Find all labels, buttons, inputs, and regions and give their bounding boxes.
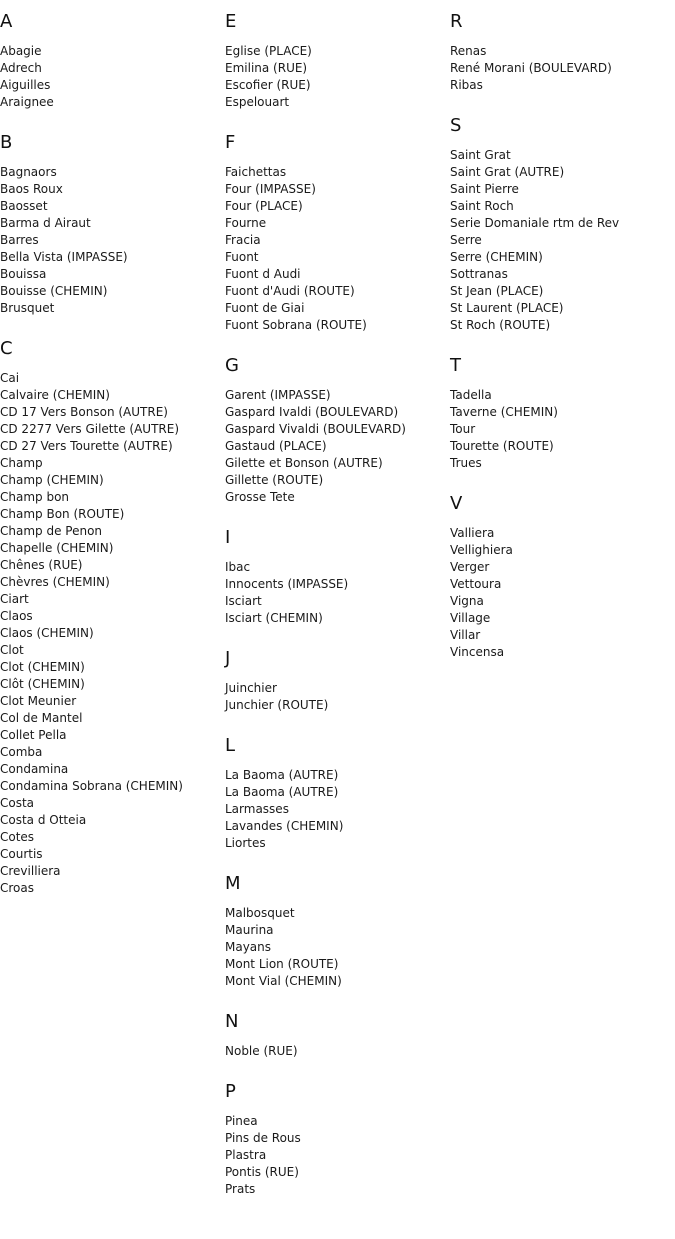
- street-link[interactable]: Brusquet: [0, 301, 55, 315]
- street-list: [225, 164, 450, 334]
- street-link[interactable]: Gillette (ROUTE): [225, 473, 324, 487]
- street-link[interactable]: Mayans: [225, 940, 272, 954]
- street-link[interactable]: Maurina: [225, 923, 274, 937]
- street-link[interactable]: Calvaire (CHEMIN): [0, 388, 110, 402]
- street-link[interactable]: La Baoma (AUTRE): [225, 768, 339, 782]
- letter-heading: G: [225, 355, 239, 376]
- street-link[interactable]: Champ: [0, 456, 43, 470]
- street-link[interactable]: Champ de Penon: [0, 524, 103, 538]
- street-link[interactable]: Vettoura: [450, 577, 502, 591]
- street-link[interactable]: St Roch (ROUTE): [450, 318, 551, 332]
- street-link[interactable]: Croas: [0, 881, 34, 895]
- street-list: [0, 43, 225, 111]
- street-link[interactable]: Costa d Otteia: [0, 813, 87, 827]
- street-link[interactable]: Villar: [450, 628, 481, 642]
- letter-section: [225, 1010, 450, 1060]
- street-list: [225, 1113, 450, 1198]
- street-link[interactable]: Vigna: [450, 594, 484, 608]
- street-link[interactable]: Gaspard Ivaldi (BOULEVARD): [225, 405, 399, 419]
- street-link[interactable]: Cai: [0, 371, 20, 385]
- letter-section: [225, 354, 450, 506]
- street-link[interactable]: CD 17 Vers Bonson (AUTRE): [0, 405, 168, 419]
- street-link[interactable]: Fuont d Audi: [225, 267, 301, 281]
- street-list: [225, 387, 450, 506]
- street-link[interactable]: Fuont Sobrana (ROUTE): [225, 318, 367, 332]
- street-list: [450, 525, 675, 661]
- street-link[interactable]: Trues: [450, 456, 482, 470]
- letter-section: [225, 647, 450, 714]
- street-link[interactable]: Emilina (RUE): [225, 61, 308, 75]
- street-link[interactable]: Isciart: [225, 594, 262, 608]
- street-link[interactable]: Vellighiera: [450, 543, 513, 557]
- street-link[interactable]: Malbosquet: [225, 906, 295, 920]
- street-link[interactable]: Garent (IMPASSE): [225, 388, 331, 402]
- street-link[interactable]: Four (PLACE): [225, 199, 303, 213]
- street-link[interactable]: Bella Vista (IMPASSE): [0, 250, 128, 264]
- street-list: [450, 387, 675, 472]
- street-list: [225, 43, 450, 111]
- letter-section: [225, 131, 450, 334]
- letter-section: [450, 492, 675, 661]
- street-link[interactable]: Condamina Sobrana (CHEMIN): [0, 779, 183, 793]
- street-link[interactable]: Liortes: [225, 836, 266, 850]
- street-link[interactable]: Pins de Rous: [225, 1131, 301, 1145]
- street-link[interactable]: Collet Pella: [0, 728, 67, 742]
- street-link[interactable]: Condamina: [0, 762, 69, 776]
- letter-section: [225, 526, 450, 627]
- letter-section: [225, 734, 450, 852]
- street-link[interactable]: Isciart (CHEMIN): [225, 611, 323, 625]
- street-link[interactable]: Serre: [450, 233, 482, 247]
- street-link[interactable]: Abagie: [0, 44, 42, 58]
- street-link[interactable]: Vincensa: [450, 645, 505, 659]
- letter-heading: M: [225, 873, 241, 894]
- index-column-3: [450, 10, 675, 681]
- street-link[interactable]: Espelouart: [225, 95, 290, 109]
- letter-heading: P: [225, 1081, 236, 1102]
- street-list: [225, 767, 450, 852]
- letter-section: [450, 114, 675, 334]
- street-link[interactable]: Ibac: [225, 560, 251, 574]
- street-link[interactable]: Baosset: [0, 199, 48, 213]
- street-link[interactable]: Tadella: [450, 388, 492, 402]
- letter-section: [225, 1080, 450, 1198]
- street-link[interactable]: Saint Roch: [450, 199, 514, 213]
- street-link[interactable]: Ribas: [450, 78, 483, 92]
- street-link[interactable]: Eglise (PLACE): [225, 44, 312, 58]
- street-link[interactable]: Chênes (RUE): [0, 558, 83, 572]
- letter-heading: R: [450, 11, 463, 32]
- street-link[interactable]: Faichettas: [225, 165, 287, 179]
- street-link[interactable]: Serie Domaniale rtm de Rev: [450, 216, 620, 230]
- street-list: [450, 43, 675, 94]
- street-link[interactable]: St Jean (PLACE): [450, 284, 544, 298]
- street-link[interactable]: Pontis (RUE): [225, 1165, 299, 1179]
- street-link[interactable]: Grosse Tete: [225, 490, 295, 504]
- street-link[interactable]: Baos Roux: [0, 182, 63, 196]
- street-link[interactable]: Valliera: [450, 526, 495, 540]
- street-link[interactable]: Ciart: [0, 592, 29, 606]
- index-column-1: [0, 10, 225, 917]
- street-link[interactable]: Plastra: [225, 1148, 267, 1162]
- letter-section: [450, 354, 675, 472]
- letter-section: [225, 10, 450, 111]
- letter-heading: T: [450, 355, 461, 376]
- street-link[interactable]: Serre (CHEMIN): [450, 250, 543, 264]
- street-link[interactable]: Sottranas: [450, 267, 508, 281]
- street-list: [225, 680, 450, 714]
- street-link[interactable]: La Baoma (AUTRE): [225, 785, 339, 799]
- letter-heading: J: [225, 648, 231, 669]
- street-link[interactable]: Saint Pierre: [450, 182, 519, 196]
- street-link[interactable]: Clot (CHEMIN): [0, 660, 85, 674]
- letter-heading: S: [450, 115, 462, 136]
- street-link[interactable]: Taverne (CHEMIN): [450, 405, 558, 419]
- street-link[interactable]: Tourette (ROUTE): [450, 439, 554, 453]
- index-column-2: [225, 10, 450, 1218]
- street-link[interactable]: Champ (CHEMIN): [0, 473, 104, 487]
- street-list: [0, 164, 225, 317]
- letter-heading: V: [450, 493, 463, 514]
- street-link[interactable]: CD 27 Vers Tourette (AUTRE): [0, 439, 173, 453]
- street-link[interactable]: Saint Grat (AUTRE): [450, 165, 565, 179]
- street-link[interactable]: Champ Bon (ROUTE): [0, 507, 125, 521]
- street-link[interactable]: Junchier (ROUTE): [225, 698, 329, 712]
- street-link[interactable]: Fuont: [225, 250, 259, 264]
- street-link[interactable]: Larmasses: [225, 802, 289, 816]
- street-link[interactable]: Mont Vial (CHEMIN): [225, 974, 342, 988]
- letter-heading: N: [225, 1011, 239, 1032]
- street-link[interactable]: Adrech: [0, 61, 42, 75]
- letter-heading: F: [225, 132, 236, 153]
- street-link[interactable]: Comba: [0, 745, 43, 759]
- street-link[interactable]: Clôt (CHEMIN): [0, 677, 85, 691]
- street-link[interactable]: Col de Mantel: [0, 711, 83, 725]
- street-link[interactable]: Bagnaors: [0, 165, 57, 179]
- street-link[interactable]: Barres: [0, 233, 39, 247]
- street-link[interactable]: Bouisse (CHEMIN): [0, 284, 108, 298]
- street-link[interactable]: Araignee: [0, 95, 54, 109]
- street-link[interactable]: Renas: [450, 44, 487, 58]
- street-link[interactable]: Fuont d'Audi (ROUTE): [225, 284, 355, 298]
- street-link[interactable]: Escofier (RUE): [225, 78, 311, 92]
- street-link[interactable]: Lavandes (CHEMIN): [225, 819, 344, 833]
- letter-section: [450, 10, 675, 94]
- street-link[interactable]: Clot: [0, 643, 24, 657]
- street-link[interactable]: Fourne: [225, 216, 267, 230]
- letter-section: [225, 872, 450, 990]
- street-link[interactable]: Tour: [450, 422, 476, 436]
- letter-heading: A: [0, 11, 13, 32]
- street-link[interactable]: Claos: [0, 609, 33, 623]
- street-link[interactable]: Gastaud (PLACE): [225, 439, 327, 453]
- street-link[interactable]: Fuont de Giai: [225, 301, 305, 315]
- street-link[interactable]: Clot Meunier: [0, 694, 77, 708]
- street-list: [450, 147, 675, 334]
- street-link[interactable]: Prats: [225, 1182, 256, 1196]
- street-link[interactable]: Aiguilles: [0, 78, 51, 92]
- street-link[interactable]: Courtis: [0, 847, 43, 861]
- street-link[interactable]: Gilette et Bonson (AUTRE): [225, 456, 383, 470]
- letter-heading: E: [225, 11, 237, 32]
- street-link[interactable]: Mont Lion (ROUTE): [225, 957, 339, 971]
- street-link[interactable]: Gaspard Vivaldi (BOULEVARD): [225, 422, 406, 436]
- letter-heading: I: [225, 527, 231, 548]
- street-link[interactable]: Verger: [450, 560, 490, 574]
- street-list: [225, 905, 450, 990]
- letter-section: [0, 337, 225, 897]
- street-link[interactable]: CD 2277 Vers Gilette (AUTRE): [0, 422, 180, 436]
- letter-heading: L: [225, 735, 236, 756]
- street-link[interactable]: Barma d Airaut: [0, 216, 91, 230]
- street-link[interactable]: Champ bon: [0, 490, 70, 504]
- street-link[interactable]: Bouissa: [0, 267, 47, 281]
- street-link[interactable]: Claos (CHEMIN): [0, 626, 94, 640]
- street-link[interactable]: Crevilliera: [0, 864, 61, 878]
- street-link[interactable]: Saint Grat: [450, 148, 511, 162]
- street-link[interactable]: Costa: [0, 796, 35, 810]
- street-list: [225, 1043, 450, 1060]
- street-link[interactable]: St Laurent (PLACE): [450, 301, 564, 315]
- street-link[interactable]: Cotes: [0, 830, 35, 844]
- street-link[interactable]: Chèvres (CHEMIN): [0, 575, 110, 589]
- letter-heading: C: [0, 338, 13, 359]
- street-link[interactable]: Pinea: [225, 1114, 258, 1128]
- street-link[interactable]: René Morani (BOULEVARD): [450, 61, 612, 75]
- street-link[interactable]: Juinchier: [225, 681, 277, 695]
- street-link[interactable]: Fracia: [225, 233, 261, 247]
- street-link[interactable]: Chapelle (CHEMIN): [0, 541, 114, 555]
- street-link[interactable]: Four (IMPASSE): [225, 182, 316, 196]
- street-link[interactable]: Innocents (IMPASSE): [225, 577, 349, 591]
- letter-section: [0, 10, 225, 111]
- letter-section: [0, 131, 225, 317]
- street-list: [225, 559, 450, 627]
- street-link[interactable]: Village: [450, 611, 491, 625]
- street-list: [0, 370, 225, 897]
- letter-heading: B: [0, 132, 13, 153]
- street-link[interactable]: Noble (RUE): [225, 1044, 298, 1058]
